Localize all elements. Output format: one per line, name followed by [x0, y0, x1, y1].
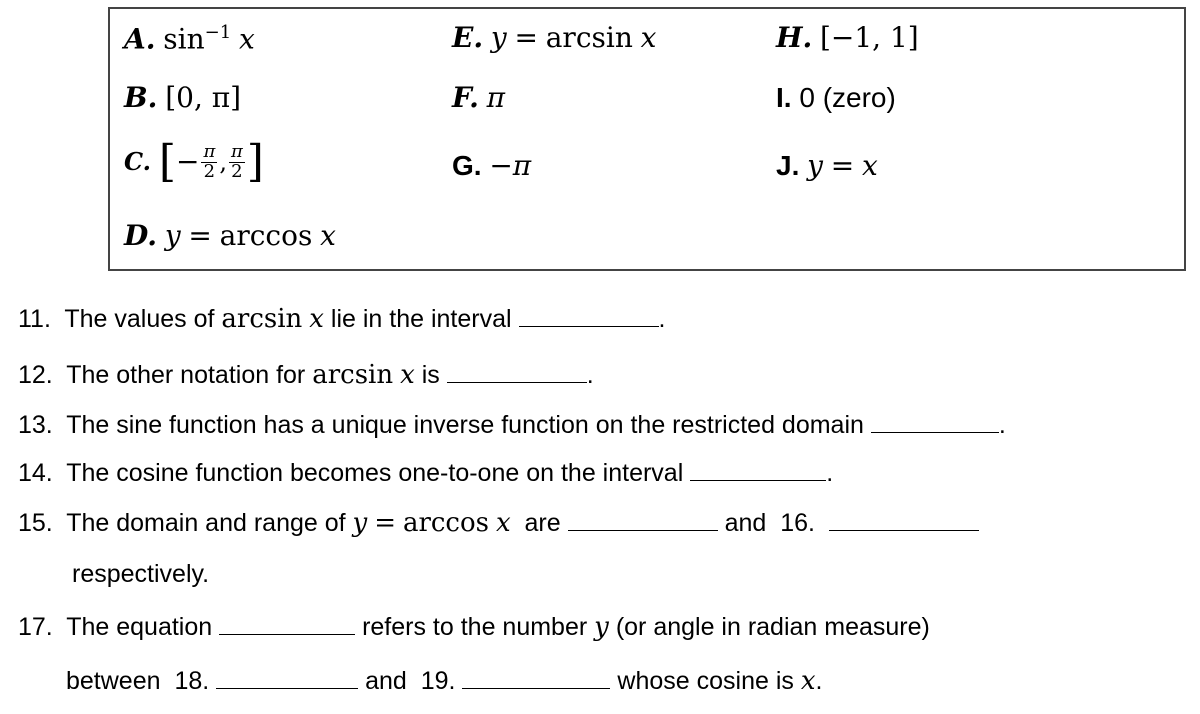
math-var: x — [495, 508, 511, 538]
question-text: respectively. — [72, 560, 210, 588]
frac-num: π — [230, 140, 243, 162]
question-text: The cosine function becomes one-to-one on the interval — [66, 459, 684, 487]
choice-f — [452, 81, 505, 114]
frac-num: π — [203, 140, 216, 162]
choice-i — [776, 84, 896, 112]
period: . — [826, 459, 834, 487]
choice-b — [124, 81, 242, 114]
math-minus: − — [176, 145, 200, 178]
answer-blank-18[interactable] — [216, 668, 358, 689]
choice-j — [776, 149, 878, 182]
frac-den: 2 — [231, 160, 243, 182]
answer-blank-19[interactable] — [462, 668, 610, 689]
choice-a — [124, 22, 255, 56]
question-text: The other notation for — [66, 361, 306, 389]
answer-blank-15[interactable] — [568, 510, 718, 531]
math-var: y — [490, 21, 507, 54]
question-text: The equation — [66, 613, 213, 641]
question-number: 14. — [18, 459, 53, 487]
question-17 — [18, 614, 930, 640]
question-number: 16. — [780, 509, 815, 537]
question-text: is — [421, 361, 440, 389]
frac-den: 2 — [203, 160, 216, 182]
math-fn: arccos — [402, 508, 489, 538]
question-11 — [18, 306, 665, 332]
choice-label: I. — [776, 82, 792, 113]
question-text: The sine function has a unique inverse function on the restricted domain — [66, 411, 864, 439]
math-fn: arcsin — [221, 304, 303, 334]
math-fn: arcsin — [545, 21, 633, 54]
choice-label: J. — [776, 150, 800, 181]
period: . — [998, 411, 1006, 439]
math-eq: = — [830, 149, 855, 182]
math-fn: arcsin — [312, 360, 394, 390]
question-text: whose cosine is — [617, 667, 794, 695]
question-number: 12. — [18, 361, 53, 389]
math-comma: , — [219, 148, 227, 176]
question-15-continued — [72, 562, 209, 587]
math-var: x — [309, 304, 324, 334]
choice-label: E. — [452, 21, 484, 54]
question-number: 19. — [420, 667, 456, 695]
question-13 — [18, 412, 1006, 438]
choice-label: G. — [452, 150, 482, 181]
question-number: 11. — [18, 305, 51, 333]
question-text: The values of — [64, 305, 215, 333]
question-12 — [18, 362, 594, 388]
question-14 — [18, 460, 833, 486]
math-text: π — [486, 81, 505, 114]
math-var: x — [800, 666, 816, 696]
math-eq: = — [374, 508, 396, 538]
math-var: y — [352, 508, 368, 538]
answer-blank-14[interactable] — [690, 460, 826, 481]
question-text: refers to the number — [362, 613, 588, 641]
choice-c: C. [− $\frac{\pi}{2}$ , $\frac{\pi}{2}$ ] — [124, 136, 264, 187]
choice-g — [452, 149, 532, 182]
answer-blank-13[interactable] — [871, 412, 999, 433]
math-var: x — [238, 22, 255, 56]
math-var: y — [164, 219, 181, 252]
period: . — [586, 361, 594, 389]
math-var: x — [400, 360, 415, 390]
math-fn: sin — [163, 22, 205, 56]
math-fn: arccos — [219, 219, 313, 252]
choice-label: B. — [124, 81, 158, 114]
choice-h — [776, 21, 919, 54]
math-text: [−1, 1] — [819, 21, 919, 54]
question-number: 18. — [174, 667, 210, 695]
choice-label: F. — [452, 81, 479, 114]
choice-label: H. — [776, 21, 813, 54]
answer-blank-12[interactable] — [447, 362, 587, 383]
answer-blank-17[interactable] — [219, 614, 355, 635]
question-text: between — [66, 667, 161, 695]
math-var: x — [862, 149, 878, 182]
math-var: x — [320, 219, 336, 252]
choice-e — [452, 21, 657, 54]
choice-d — [124, 219, 336, 252]
choice-label: A. — [124, 22, 156, 56]
question-text: and — [724, 509, 767, 537]
question-number: 17. — [18, 613, 53, 641]
period: . — [658, 305, 666, 333]
math-text: [0, π] — [165, 81, 242, 114]
math-eq: = — [514, 21, 538, 54]
math-var: y — [807, 149, 823, 182]
question-text: are — [524, 509, 561, 537]
choice-label: D. — [124, 219, 158, 252]
question-number: 13. — [18, 411, 53, 439]
question-17-continued — [66, 668, 822, 694]
math-var: x — [640, 21, 657, 54]
choice-text: 0 (zero) — [799, 82, 896, 113]
question-text: (or angle in radian measure) — [615, 613, 930, 641]
choice-label: C. — [124, 147, 152, 176]
math-eq: = — [188, 219, 212, 252]
math-var: y — [594, 612, 609, 642]
answer-blank-16[interactable] — [829, 510, 979, 531]
question-text: The domain and range of — [66, 509, 346, 537]
answer-blank-11[interactable] — [519, 306, 659, 327]
question-text: and — [365, 667, 407, 695]
period: . — [815, 667, 823, 695]
math-text: −π — [489, 149, 532, 182]
question-15 — [18, 510, 979, 536]
superscript: −1 — [204, 22, 232, 43]
question-text: lie in the interval — [330, 305, 512, 333]
question-number: 15. — [18, 509, 53, 537]
